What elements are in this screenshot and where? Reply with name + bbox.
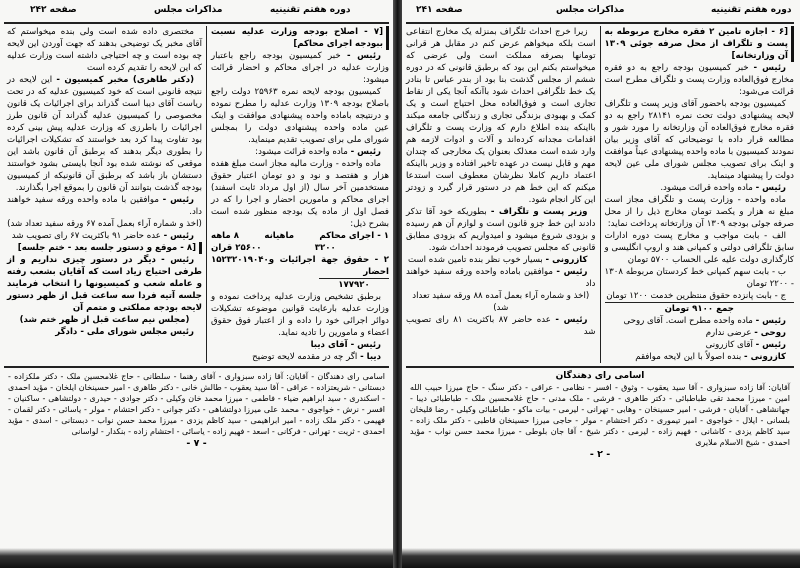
paragraph: زیرا خرج احداث تلگراف بمنزله یک مخارج انتفاعی است بلکه میخواهم عرض کنم در مقابل هر قرانی تومانها بصرفه مملکت است ولی عرضی که میخواستم بکنم این بود که برطبق قانونی که در دوره ششم از مجلس گذشت بنا بود از بندر عباس تا بنادر یک خط تلگرافی احداث شود باآنکه آنجا یکی از نقاط تجاری است و فوق‌العاده محل احتیاج است و یک کمک و بهبودی بزندگی تجاری و زندگانی جامعه میکند بااینکه بنده اطلاع دارم که وزارت پست و تلگراف اقدامات مجدانه کرده‌اند و آلات و ادوات لازمه هم وارد شده است معذلک بعنوان یک مخارجی که چندان مهم و قابل نیست در عهده تاخیر افتاده و وزیر بااینکه اعتماد داریم کاملا نظرشان معطوف است استدعا میکنم که این خط هم در دستور قرار گیرد و زودتر این کار انجام شود. xyxy=(406,27,596,205)
paragraph: ماده واحده - وزارت پست و تلگراف مجاز است مبلغ نه هزار و یکصد تومان مخارج ذیل را از محل صرفه جوئی بودجه ۱۳۰۹ آن وزارتخانه پرداخت نماید: xyxy=(604,195,794,229)
section-divider xyxy=(406,366,794,368)
paragraph-text: بسیار خوب نظر بنده تامین شده است xyxy=(407,255,543,265)
paragraph-text: عده حاضر ۹۱ باکثریت ۶۷ رای تصویب شد xyxy=(11,231,161,241)
paragraph: (اخذ و شماره آراء بعمل آمده ۶۷ ورقه سفید تعداد شد) xyxy=(7,219,202,229)
section-heading: [۷ - اصلاح بودجه وزارت عدلیه نسبت ببودجه اجرای محاکم] xyxy=(211,26,389,50)
column-right xyxy=(600,26,795,363)
paragraph: (اخذ و شماره آراء بعمل آمده ۸۸ ورقه سفید تعداد شد) xyxy=(412,291,590,313)
section-heading: [۶ - اجازه تامین ۲ فقره مخارج مربوطه به پست و تلگراف از محل صرفه جوئی ۱۳۰۹ آن وزارتخانه] xyxy=(605,26,795,62)
left-page xyxy=(0,0,393,450)
column-right xyxy=(206,26,389,363)
page-footer: - ۷ - xyxy=(186,437,207,449)
speaker: رئیس - xyxy=(755,316,786,326)
paragraph-text: موافقین باماده واحده ورقه سفید خواهند داد xyxy=(406,267,596,289)
speaker: (دکتر طاهری) مخبر کمیسیون - xyxy=(56,75,194,85)
table-cell: ۲۵۶۰۰ قران xyxy=(211,243,262,253)
section-heading: [۸ - موقع و دستور جلسه بعد - ختم جلسه] xyxy=(7,242,202,254)
paragraph xyxy=(605,351,795,363)
paragraph xyxy=(211,146,389,158)
paragraph-text: این لایحه در نتیجه قانونی است که خود کمیسیون عدلیه که در تحت ریاست آقای دیبا است گذراند برای اجرائیات یک قانون مخصوصی را کمیسیون عدلیه گذراند آن قانون طرز اجرائیات را باطرزی که وزارت عدلیه پیش بینی کرده بود تفاوت پیدا کرد بعد خواستند که تشکیلات اجرائیات را بطوری دیگر بدهند که برطبق آن قانون باشد این موقعی که نوشته شده بود آنجا بایستی بشود خواستند دستشان باز باشد که برطبق آن قانونیکه از کمیسیون بودجه گذشت بتوانند آن قانون را بموقع اجرا بگذارند. xyxy=(7,75,202,193)
paragraph xyxy=(7,74,202,194)
paragraph xyxy=(211,50,389,86)
paragraph-text: عده حاضر ۸۷ باکثریت ۸۱ رای تصویب شد xyxy=(406,315,596,337)
paragraph xyxy=(605,62,795,98)
paragraph-text: ماده واحده قرائت میشود: xyxy=(255,147,348,157)
paragraph-text: دیگر در دستور چیزی نداریم و از طرفی احتیاج زیاد است که آقایان بشعب رفته و عامله شعب و کمیسیونها را انتخاب فرمایند جلسه آتیه فردا سه ساعت قبل از ظهر دستور لایحه بودجه مملکتی و متمم آن xyxy=(7,255,202,313)
table-cell: ماهیانه xyxy=(264,231,295,241)
paragraph xyxy=(406,254,596,266)
page-header xyxy=(4,0,389,24)
paragraph-text: بنده اصولاً با این لایحه موافقم xyxy=(635,352,742,362)
paragraph xyxy=(605,339,795,351)
section-divider xyxy=(4,366,389,368)
paragraph: رئیس - آقای دیبا xyxy=(310,340,381,350)
speaker: کازرونی - xyxy=(744,352,786,362)
paragraph xyxy=(7,254,202,314)
table-header xyxy=(211,230,389,242)
speaker: رئیس - xyxy=(555,315,588,325)
paragraph xyxy=(7,230,202,242)
book-spine xyxy=(393,0,402,568)
paragraph: (مجلس نیم ساعت قبل از ظهر ختم شد) xyxy=(19,315,190,325)
column-left xyxy=(7,26,206,363)
voters-list: اسامی رای دهندگان - آقایان: آقا زاده سبزواری - آقای رهنما - سلطانی - حاج غلامحسین ملک - دکتر ملکزاده - دبستانی - شریعتزاده - عراقی - آقا سید یعقوب - طالش خانی - دکتر طاهری - امیر حسینخان ایلخان - مؤید احمدی - اسکندری - سید ابراهیم ضیاء - فاطمی - میرزا محمد خان وکیلی - دکتر جوادی - حیدری - دولتشاهی - ساکنیان - افسر - نرش - خواجوی - محمد علی میرزا دولتشاهی - دکتر جوانی - دکتر احتشام - مولر - یاسائی - دکتر لقمان - فهیمی - دکتر ملک زاده - امیر ابراهیمی - سید کاظم یزدی - میرزا محمد حسن نواب - دبستانی - اسدی - مؤید احمدی - ثریت - تهرانی - فرکانی - اسعد - فهیم زاده - یاسائی - احتشام زاده - بنکدار - لواسانی xyxy=(8,371,385,436)
paragraph xyxy=(406,314,596,338)
paragraph: کمیسیون بودجه لایحه نمره ۲۵۹۶۳ دولت راجع باصلاح بودجه ۱۳۰۹ وزارت عدلیه را مطرح نموده و درنتیجه باماده واحده پیشنهادی موافقت و اینک عین ماده واحده پیشنهادی دولت را بمجلس شورای ملی برای تصویب تقدیم مینماید. xyxy=(211,87,389,145)
speaker: رئیس - xyxy=(162,195,195,205)
paragraph-text: اگر چه در مقدمه لایحه توضیح xyxy=(252,352,358,362)
speaker: رئیس - xyxy=(163,231,194,241)
paragraph-text: موافقین با ماده واحده ورقه سفید خواهند داد. xyxy=(7,195,202,217)
speaker: رئیس - xyxy=(556,267,588,277)
paragraph-text: ماده واحده مطرح است. آقای روحی xyxy=(623,316,753,326)
table-cell: ۲ - حقوق جهة اجرائیات و احضار xyxy=(268,255,389,277)
paragraph-text: خبر کمیسیون بودجه راجع باعتبار وزارت عدلیه در اجرای محاکم و احضار قرائت میشود: xyxy=(211,51,389,85)
voters-title: اسامی رای دهندگان xyxy=(555,370,645,381)
paragraph-text: آقای کازرونی xyxy=(705,340,753,350)
paragraph: الف - بابت مواجب و مخارج پست دوره ادارات سابق تلگرافی دولتی و کمپانی هند و اروپ انگلیسی و کارگذاری دولت علیه علی الحساب ۵۷۰۰ تومان xyxy=(604,231,794,265)
paragraph: کمیسیون بودجه باحضور آقای وزیر پست و تلگراف لایحه پیشنهادی دولت تحت نمره ۲۸۱۴۱ راجع به دو فقره مخارج فوق‌العاده آن وزارتخانه را مورد شور و مطالعه قرار داده با توضیحاتی که آقای وزیر بیان نمودند کمیسیون با ماده واحده پیشنهادی عیناً موافقت و اینک برای تصویب مجلس شورای ملی عین لایحه دولت را پیشنهاد مینماید. xyxy=(604,99,794,181)
paragraph xyxy=(406,206,596,254)
paragraph xyxy=(211,351,389,363)
table-cell: ۱۹۰۴۰ xyxy=(242,255,269,265)
right-page xyxy=(402,0,798,461)
speaker: کازرونی - xyxy=(545,255,588,265)
speaker: وزیر پست و تلگراف - xyxy=(490,207,588,217)
term-label: دوره هفتم تقنینیه xyxy=(270,5,351,15)
paragraph: مختصری داده شده است ولی بنده میخواستم که آقای مخبر یک توضیحی بدهند که جهت آوردن این لایحه چه بوده است و چه احتیاجی داشته است وزارت عدلیه که این لایحه را تقدیم کرده است xyxy=(7,27,202,73)
paragraph xyxy=(7,194,202,218)
paragraph-text: خبر کمیسیون بودجه راجع به دو فقره مخارج فوق‌العاده وزارت پست و تلگراف مطرح است قرائت می‌شود: xyxy=(604,63,794,97)
speaker: رئیس - xyxy=(753,63,786,73)
term-label: دوره هفتم تقنینیه xyxy=(711,5,792,15)
page-footer: - ۲ - xyxy=(589,448,611,460)
column-left xyxy=(406,26,600,363)
voters-names: آقایان: آقا زاده سبزواری - آقا سید یعقوب - وثوق - افسر - نظامی - عراقی - دکتر سنگ - حاج میرزا حبیب الله امین - میرزا محمد تقی طباطبائی - دکتر طاهری - فرشی - ملک مدنی - حاج غلامحسین ملک - طباطبائی دیبا - جهانشاهی - آقایان - فرشی - امیر حسینخان - وهابی - تهرانی - لیرمی - بیات ماکو - طباطبائی وکیلی - رضا قلیخان بلسانی - ایلال - خواجوی - امیر تیموری - دکتر احتشام - مولر - حاجی میرزا حسینخان قاطبی - دکتر ملک زاده - سید کاظم یزدی - کاشانی - فهیم زاده - لیرمی - دکتر شیخ - آقا جان بلوطی - میرزا محمد حسن نواب - مؤید احمدی - شیخ الاسلام ملایری xyxy=(410,382,790,447)
table-total: ۱۷۷۹۲۰ xyxy=(319,278,389,291)
paragraph-text: عرضی ندارم xyxy=(705,328,752,338)
paragraph: ب - بابت سهم کمپانی خط کردستان مربوطه ۱۳۰۸ - ۲۲۰۰ تومان xyxy=(604,267,794,289)
speaker: رئیس - xyxy=(350,147,381,157)
paragraph: ماده واحده - وزارت مالیه مجاز است مبلغ هفده هزار و هفتصد و نود و دو تومان اعتبار حقوق مستخدمین آخر سال (از اول مرداد ثابت اسفند) اجرای محاکم و مامورین احضار و اجرا را که در فصل اول از ماده یک بودجه منظور شده است بشرح ذیل: xyxy=(211,159,389,229)
table-cell: ۳۲۰۰ xyxy=(314,243,336,253)
page-header xyxy=(406,0,794,24)
page-number: صفحه ۲۴۱ xyxy=(416,5,463,15)
table-cell: ۱ - اجرای محاکم xyxy=(319,231,389,241)
total: جمع ۹۱۰۰ تومان xyxy=(605,302,795,315)
speaker: روحی - xyxy=(754,328,786,338)
paragraph-text: بطوریکه خود آقا تذکر دادند این خط جزو قانون است و لوازم آن هم رسیده و بزودی شروع میشود و امیدواریم که بزودی مطابق قانونی که مجلس تصویب فرمودند احداث شود. xyxy=(406,207,596,253)
columns xyxy=(4,26,389,363)
paragraph xyxy=(406,266,596,290)
speaker: دیبا - xyxy=(360,352,381,362)
table-cell: ۸ ماهه xyxy=(211,231,239,241)
paragraph xyxy=(605,182,795,194)
table-cell: ۱۵۲۳۲۰ xyxy=(211,255,243,265)
table-row xyxy=(211,254,389,278)
signature: رئیس مجلس شورای ملی - دادگر xyxy=(55,327,194,337)
speaker: رئیس - xyxy=(755,183,786,193)
speaker: رئیس - xyxy=(755,340,786,350)
paragraph-text: ماده واحده قرائت میشود. xyxy=(660,183,753,193)
voters-list xyxy=(410,371,790,448)
paragraph: برطبق تشخیص وزارت عدلیه پرداخت نموده و وزارت عدلیه بارعایت قوانین موضوعه تشکیلات دوائر اجرائی خود را داده و از اعتبار فوق حقوق اعضاء و مامورین را تادیه نماید. xyxy=(211,292,389,338)
paragraph xyxy=(605,315,795,327)
paragraph xyxy=(605,327,795,339)
publication-title: مذاکرات مجلس xyxy=(556,5,625,15)
speaker: رئیس - xyxy=(347,51,381,61)
publication-title: مذاکرات مجلس xyxy=(154,5,223,15)
table-row xyxy=(211,242,389,254)
page-number: صفحه ۲۴۲ xyxy=(30,5,77,15)
speaker: رئیس - xyxy=(161,255,195,265)
columns xyxy=(406,26,794,363)
paragraph: ج - بابت پانزده حقوق منتظرین خدمت ۱۲۰۰ تومان xyxy=(606,291,786,301)
